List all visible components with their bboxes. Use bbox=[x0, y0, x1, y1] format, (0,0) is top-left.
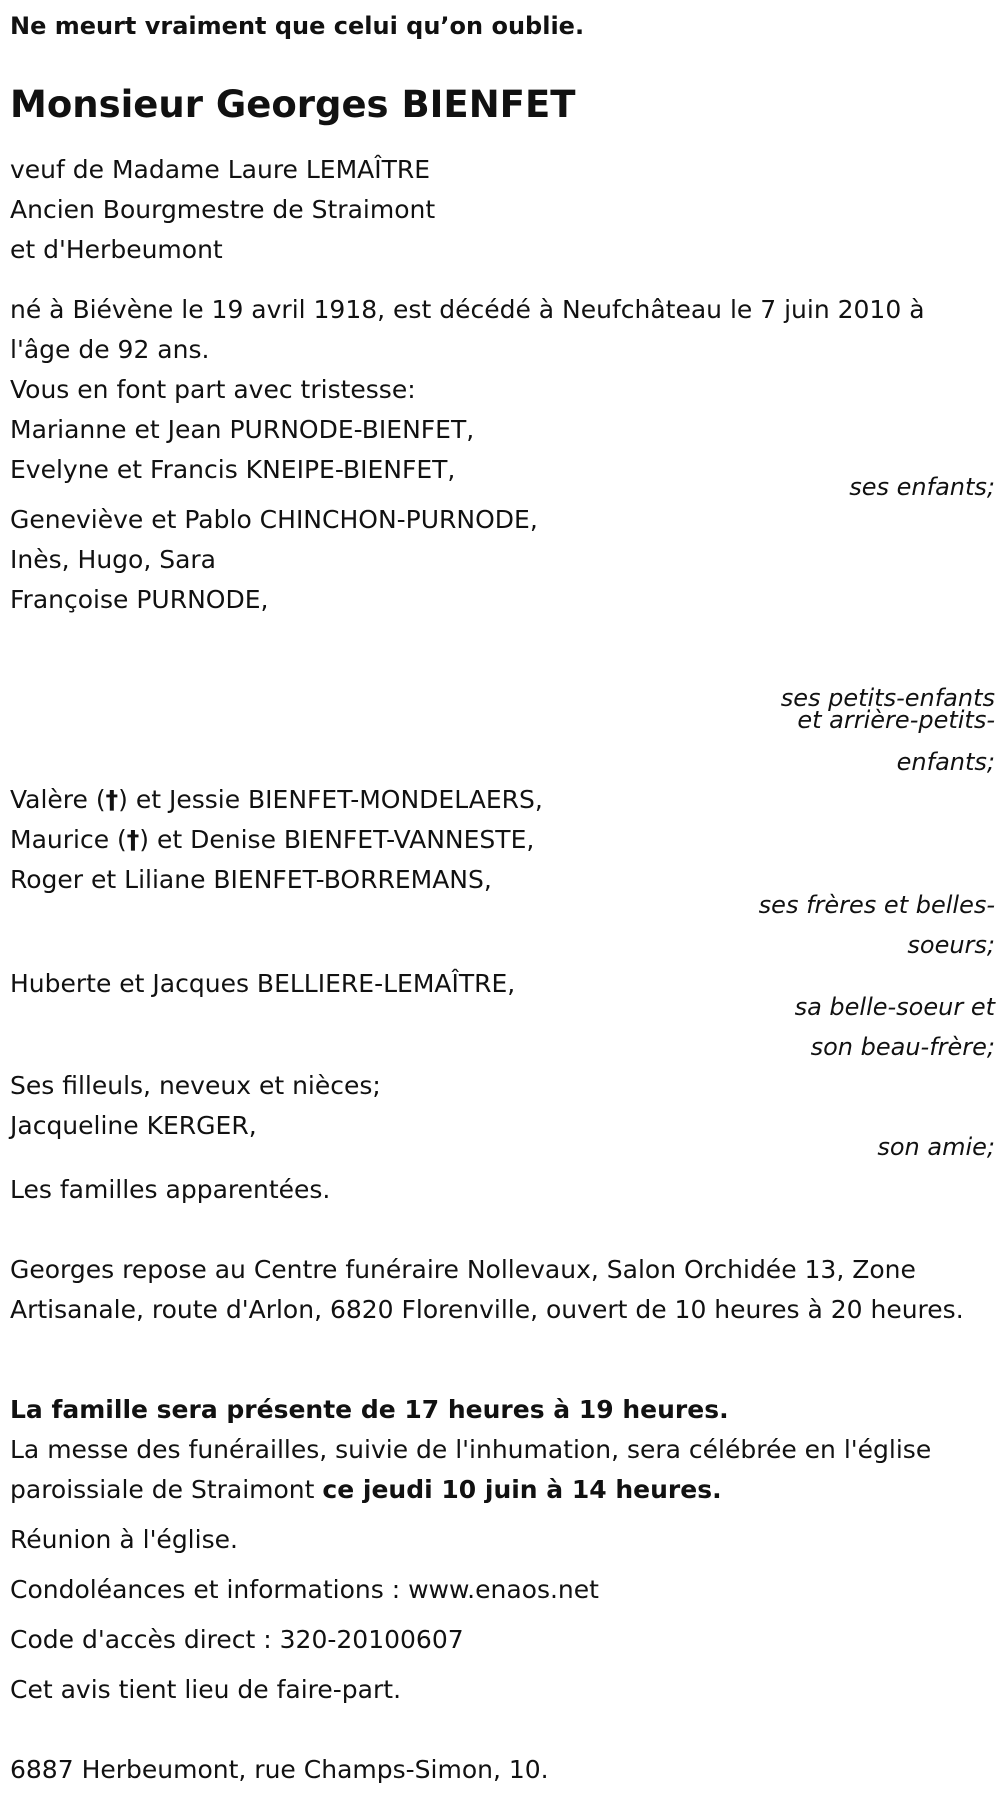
children-relation: ses enfants; bbox=[849, 473, 995, 501]
families-text: Les familles apparentées. bbox=[10, 1175, 331, 1204]
cross-icon: † bbox=[126, 825, 140, 854]
family-present-text: La famille sera présente de 17 heures à 19 heures. bbox=[10, 1395, 729, 1424]
godchildren-relation: son amie; bbox=[877, 1133, 995, 1161]
relation-line: sa belle-soeur et bbox=[794, 993, 995, 1021]
intro-line: veuf de Madame Laure LEMAÎTRE bbox=[10, 155, 431, 184]
deceased-name-title: Monsieur Georges BIENFET bbox=[10, 83, 576, 126]
birth-death-text: né à Biévène le 19 avril 1918, est décédé à Neufchâteau le 7 juin 2010 à l'âge de 92 ans. bbox=[10, 295, 925, 364]
intro-block bbox=[10, 150, 990, 270]
access-code-text: Code d'accès direct : 320-20100607 bbox=[10, 1625, 464, 1654]
inlaws-line: Huberte et Jacques BELLIERE-LEMAÎTRE, bbox=[10, 969, 516, 998]
relation-line: soeurs; bbox=[907, 931, 995, 959]
repose-text: Georges repose au Centre funéraire Nollevaux, Salon Orchidée 13, Zone Artisanale, route d'Arlon, 6820 Florenville, ouvert de 10 heures à 20 heures. bbox=[10, 1255, 964, 1324]
family-line: Ses filleuls, neveux et nièces; bbox=[10, 1071, 381, 1100]
grandchildren-block bbox=[10, 500, 990, 620]
intro-line: et d'Herbeumont bbox=[10, 235, 223, 264]
family-line: Evelyne et Francis KNEIPE-BIENFET, bbox=[10, 455, 456, 484]
family-line: Inès, Hugo, Sara bbox=[10, 545, 217, 574]
mass-text: La messe des funérailles, suivie de l'inhumation, sera célébrée en l'église paroissiale de Straimont ce jeudi 10 juin à 14 heures. bbox=[10, 1435, 932, 1504]
announcement-text: Vous en font part avec tristesse: bbox=[10, 375, 416, 404]
meeting-text: Réunion à l'église. bbox=[10, 1525, 238, 1554]
siblings-relation bbox=[695, 885, 995, 965]
inlaws-relation bbox=[695, 987, 995, 1067]
epigraph-quote: Ne meurt vraiment que celui qu’on oublie. bbox=[10, 12, 585, 40]
relation-line: ses petits-enfants bbox=[780, 684, 995, 712]
intro-line: Ancien Bourgmestre de Straimont bbox=[10, 195, 436, 224]
notice-text: Cet avis tient lieu de faire-part. bbox=[10, 1675, 402, 1704]
family-line: Françoise PURNODE, bbox=[10, 585, 269, 614]
cross-icon: † bbox=[105, 785, 119, 814]
family-line: Jacqueline KERGER, bbox=[10, 1111, 257, 1140]
condolences-text: Condoléances et informations : www.enaos.net bbox=[10, 1575, 599, 1604]
family-line: Valère (†) et Jessie BIENFET-MONDELAERS, bbox=[10, 785, 543, 814]
grandchildren-relation bbox=[695, 684, 995, 734]
family-line: Roger et Liliane BIENFET-BORREMANS, bbox=[10, 865, 492, 894]
relation-line: et arrière-petits- bbox=[797, 706, 995, 734]
siblings-block bbox=[10, 780, 990, 900]
family-line: Marianne et Jean PURNODE-BIENFET, bbox=[10, 415, 475, 444]
address-text: 6887 Herbeumont, rue Champs-Simon, 10. bbox=[10, 1755, 549, 1784]
family-line: Maurice (†) et Denise BIENFET-VANNESTE, bbox=[10, 825, 535, 854]
family-line: Geneviève et Pablo CHINCHON-PURNODE, bbox=[10, 505, 538, 534]
grandchildren-relation-end: enfants; bbox=[896, 748, 995, 776]
relation-line: ses frères et belles- bbox=[758, 891, 995, 919]
relation-line: son beau-frère; bbox=[810, 1033, 995, 1061]
